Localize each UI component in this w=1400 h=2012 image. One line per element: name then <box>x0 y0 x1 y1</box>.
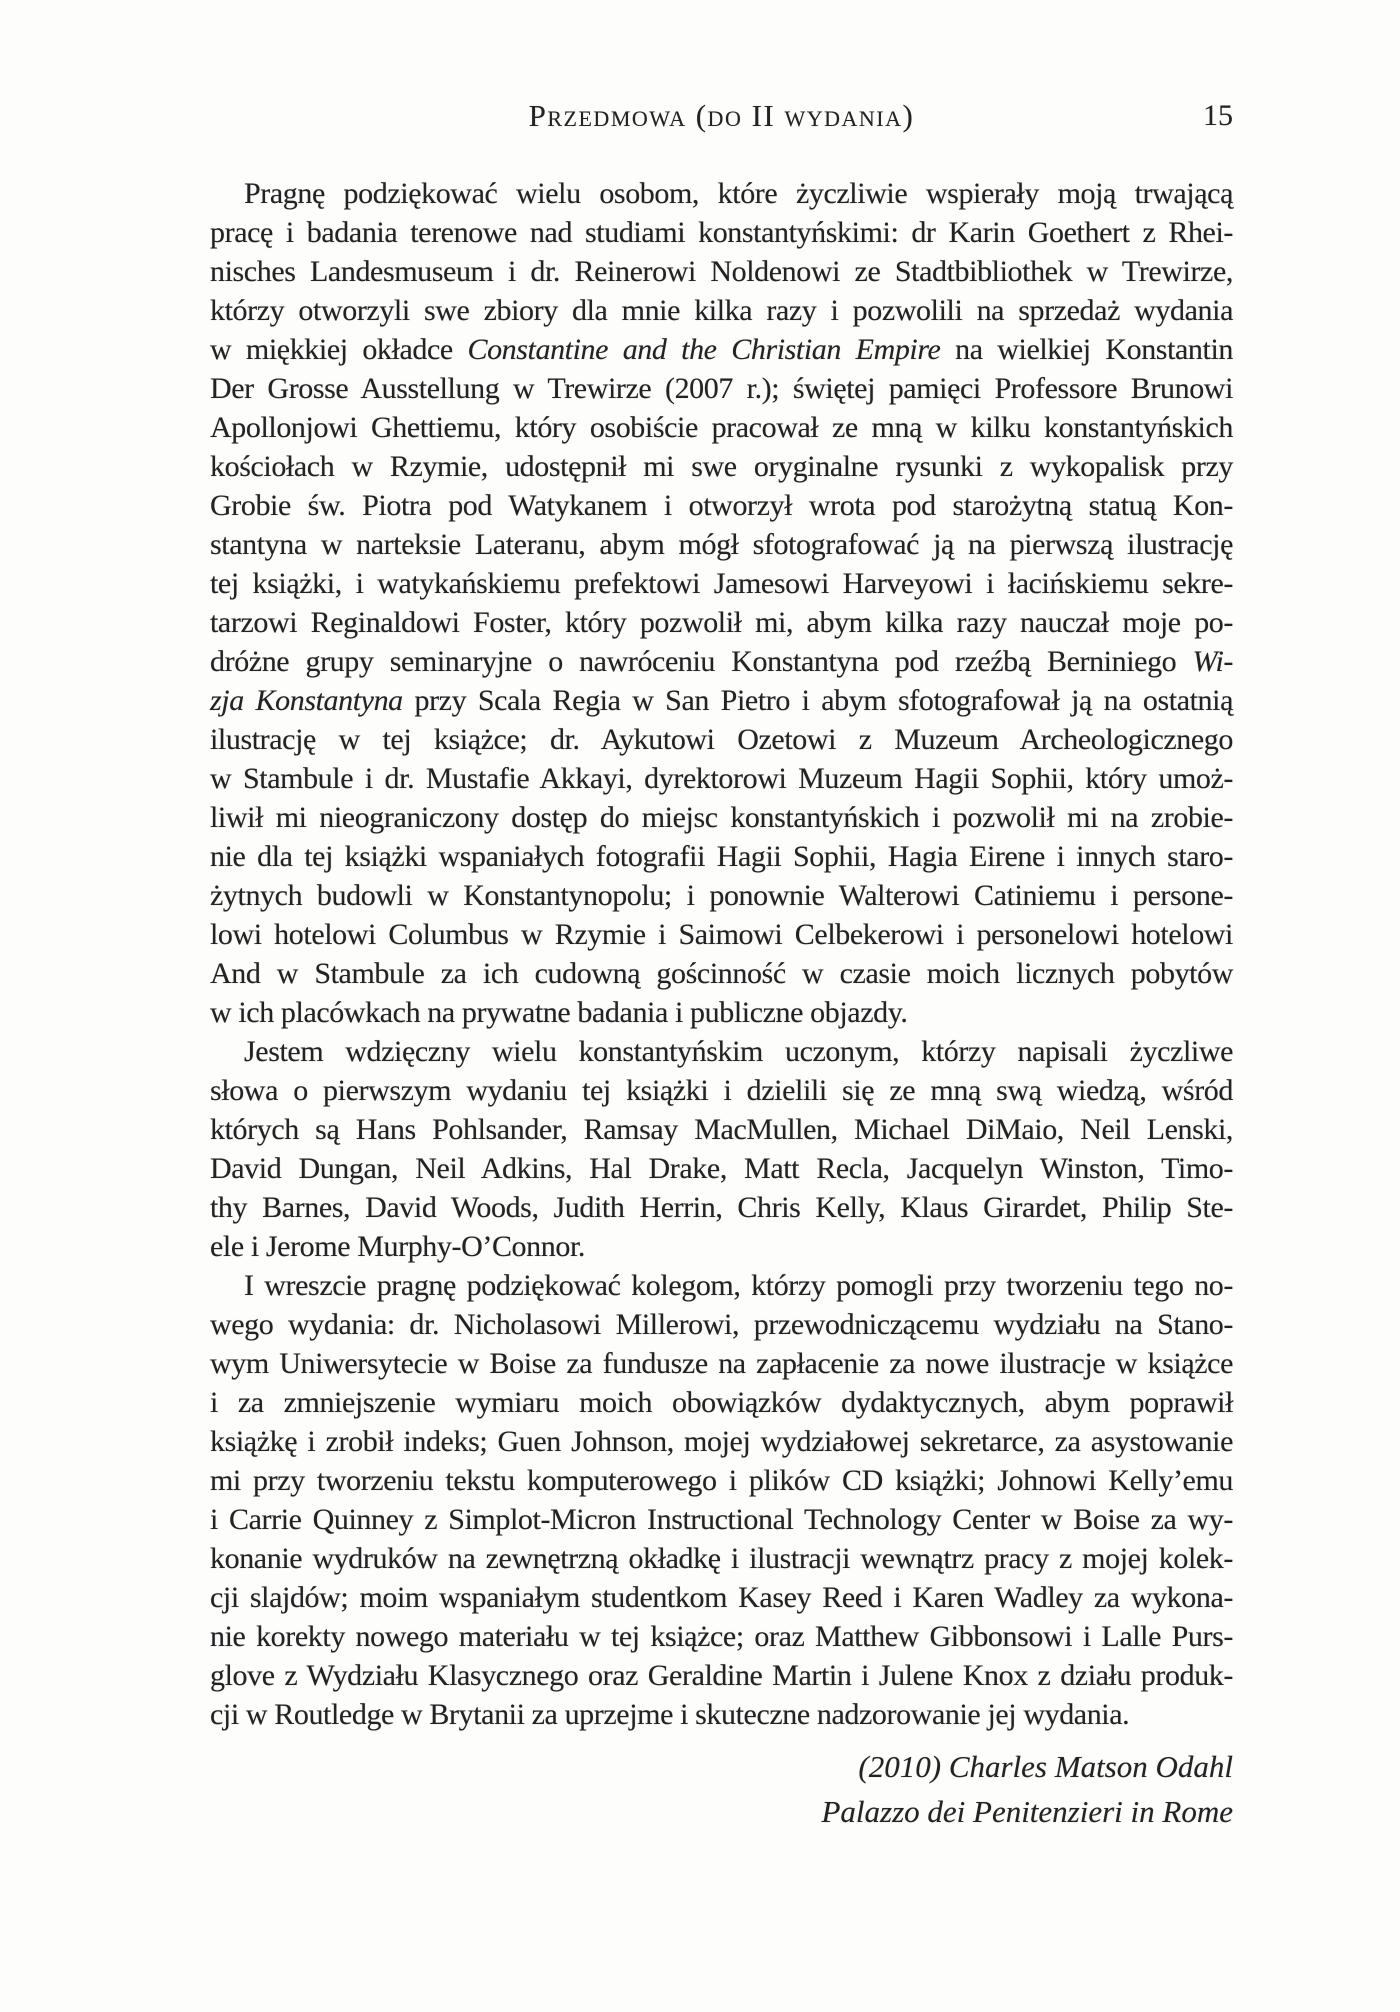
text-line <box>210 1344 1233 1383</box>
text-line <box>210 1266 1233 1305</box>
chapter-title: Przedmowa (do II wydania) <box>528 98 915 133</box>
line-content: glove z Wydziału Klasycznego oraz Geraldine Martin i Julene Knox z działu produk- <box>210 1659 1233 1692</box>
text-line <box>210 213 1233 252</box>
line-content: thy Barnes, David Woods, Judith Herrin, Chris Kelly, Klaus Girardet, Philip Ste- <box>210 1191 1233 1224</box>
line-content: Pragnę podziękować wielu osobom, które życzliwie wspierały moją trwającą <box>244 177 1233 210</box>
text-line <box>210 1578 1233 1617</box>
line-content: Der Grosse Ausstellung w Trewirze (2007 r.); świętej pamięci Professore Brunowi <box>210 372 1233 405</box>
line-content: wym Uniwersytecie w Boise za fundusze na zapłacenie za nowe ilustracje w książce <box>210 1347 1233 1380</box>
text-line <box>210 369 1233 408</box>
text-line <box>210 1110 1233 1149</box>
text-line <box>210 798 1233 837</box>
text-line <box>210 1422 1233 1461</box>
line-content: I wreszcie pragnę podziękować kolegom, którzy pomogli przy tworzeniu tego no- <box>244 1269 1233 1302</box>
line-content <box>210 645 1233 678</box>
text-line <box>210 564 1233 603</box>
line-content: tarzowi Reginaldowi Foster, który pozwolił mi, abym kilka razy nauczał moje po- <box>210 606 1233 639</box>
line-content: i za zmniejszenie wymiaru moich obowiązków dydaktycznych, abym poprawił <box>210 1386 1233 1419</box>
text-segment: na wielkiej Konstantin <box>940 333 1233 366</box>
text-line <box>210 330 1233 369</box>
text-line <box>210 1500 1233 1539</box>
line-content: słowa o pierwszym wydaniu tej książki i dzielili się ze mną swą wiedzą, wśród <box>210 1074 1233 1107</box>
text-line <box>210 525 1233 564</box>
line-content: Jestem wdzięczny wielu konstantyńskim uczonym, którzy napisali życzliwe <box>244 1035 1233 1068</box>
text-line <box>210 915 1233 954</box>
text-line <box>210 759 1233 798</box>
text-line <box>210 954 1233 993</box>
line-content: nisches Landesmuseum i dr. Reinerowi Noldenowi ze Stadtbibliothek w Trewirze, <box>210 255 1233 288</box>
text-line <box>210 681 1233 720</box>
text-line <box>210 408 1233 447</box>
line-content: lowi hotelowi Columbus w Rzymie i Saimowi Celbekerowi i personelowi hotelowi <box>210 918 1233 951</box>
signature-credit: (2010) Charles Matson Odahl <box>858 1749 1233 1784</box>
line-content: And w Stambule za ich cudowną gościnność w czasie moich licznych pobytów <box>210 957 1233 990</box>
italic-text: Constantine and the Christian Empire <box>467 333 941 366</box>
line-content: ele i Jerome Murphy-O’Connor. <box>210 1230 585 1263</box>
line-content: wego wydania: dr. Nicholasowi Millerowi, przewodniczącemu wydziału na Stano- <box>210 1308 1233 1341</box>
line-content <box>210 333 1233 366</box>
text-line <box>210 1383 1233 1422</box>
line-content: mi przy tworzeniu tekstu komputerowego i plików CD książki; Johnowi Kelly’emu <box>210 1464 1233 1497</box>
text-line <box>210 1032 1233 1071</box>
text-line <box>210 603 1233 642</box>
line-content: żytnych budowli w Konstantynopolu; i ponownie Walterowi Catiniemu i persone- <box>210 879 1233 912</box>
text-line <box>210 486 1233 525</box>
page-header <box>210 98 1233 138</box>
text-segment: w miękkiej okładce <box>210 333 468 366</box>
text-segment: dróżne grupy seminaryjne o nawróceniu Konstantyna pod rzeźbą Berniniego <box>210 645 1193 678</box>
body-text <box>210 174 1233 1734</box>
text-line <box>210 720 1233 759</box>
text-line <box>210 1305 1233 1344</box>
line-content: w ich placówkach na prywatne badania i publiczne objazdy. <box>210 996 908 1029</box>
line-content: ilustrację w tej książce; dr. Aykutowi Ozetowi z Muzeum Archeologicznego <box>210 723 1233 756</box>
line-content: nie korekty nowego materiału w tej książce; oraz Matthew Gibbonsowi i Lalle Purs- <box>210 1620 1233 1653</box>
line-content: którzy otworzyli swe zbiory dla mnie kilka razy i pozwolili na sprzedaż wydania <box>210 294 1233 327</box>
page-number: 15 <box>1203 99 1233 132</box>
italic-text: Wi- <box>1192 645 1233 678</box>
text-line <box>210 1227 1233 1266</box>
text-line <box>210 1695 1233 1734</box>
text-line <box>210 1617 1233 1656</box>
text-line <box>210 1071 1233 1110</box>
text-line <box>210 291 1233 330</box>
text-line <box>210 1539 1233 1578</box>
line-content: kościołach w Rzymie, udostępnił mi swe oryginalne rysunki z wykopalisk przy <box>210 450 1233 483</box>
italic-text: zja Konstantyna <box>210 684 403 717</box>
line-content: Apollonjowi Ghettiemu, który osobiście pracował ze mną w kilku konstantyńskich <box>210 411 1233 444</box>
line-content <box>210 684 1233 717</box>
text-line <box>210 252 1233 291</box>
line-content: Grobie św. Piotra pod Watykanem i otworzył wrota pod starożytną statuą Kon- <box>210 489 1233 522</box>
text-line <box>210 1149 1233 1188</box>
line-content: w Stambule i dr. Mustafie Akkayi, dyrektorowi Muzeum Hagii Sophii, który umoż- <box>210 762 1233 795</box>
line-content: których są Hans Pohlsander, Ramsay MacMullen, Michael DiMaio, Neil Lenski, <box>210 1113 1233 1146</box>
line-content: książkę i zrobił indeks; Guen Johnson, mojej wydziałowej sekretarce, za asystowanie <box>210 1425 1233 1458</box>
text-line <box>210 993 1233 1032</box>
line-content: konanie wydruków na zewnętrzną okładkę i ilustracji wewnątrz pracy z mojej kolek- <box>210 1542 1233 1575</box>
text-segment: przy Scala Regia w San Pietro i abym sfotografował ją na ostatnią <box>402 684 1233 717</box>
text-line <box>210 876 1233 915</box>
line-content: cji slajdów; moim wspaniałym studentkom Kasey Reed i Karen Wadley za wykona- <box>210 1581 1233 1614</box>
line-content: pracę i badania terenowe nad studiami konstantyńskimi: dr Karin Goethert z Rhei- <box>210 216 1233 249</box>
line-content: i Carrie Quinney z Simplot-Micron Instructional Technology Center w Boise za wy- <box>210 1503 1233 1536</box>
line-content: liwił mi nieograniczony dostęp do miejsc konstantyńskich i pozwolił mi na zrobie- <box>210 801 1233 834</box>
line-content: cji w Routledge w Brytanii za uprzejme i skuteczne nadzorowanie jej wydania. <box>210 1698 1130 1731</box>
text-line <box>210 837 1233 876</box>
line-content: tej książki, i watykańskiemu prefektowi Jamesowi Harveyowi i łacińskiemu sekre- <box>210 567 1233 600</box>
signature-block <box>210 1744 1233 1834</box>
text-line <box>210 642 1233 681</box>
text-line <box>210 174 1233 213</box>
line-content: stantyna w narteksie Lateranu, abym mógł sfotografować ją na pierwszą ilustrację <box>210 528 1233 561</box>
text-line <box>210 1461 1233 1500</box>
signature-place: Palazzo dei Penitenzieri in Rome <box>821 1794 1233 1829</box>
text-line <box>210 1656 1233 1695</box>
text-line <box>210 447 1233 486</box>
text-line <box>210 1188 1233 1227</box>
line-content: David Dungan, Neil Adkins, Hal Drake, Matt Recla, Jacquelyn Winston, Timo- <box>210 1152 1233 1185</box>
line-content: nie dla tej książki wspaniałych fotografii Hagii Sophii, Hagia Eirene i innych staro- <box>210 840 1233 873</box>
